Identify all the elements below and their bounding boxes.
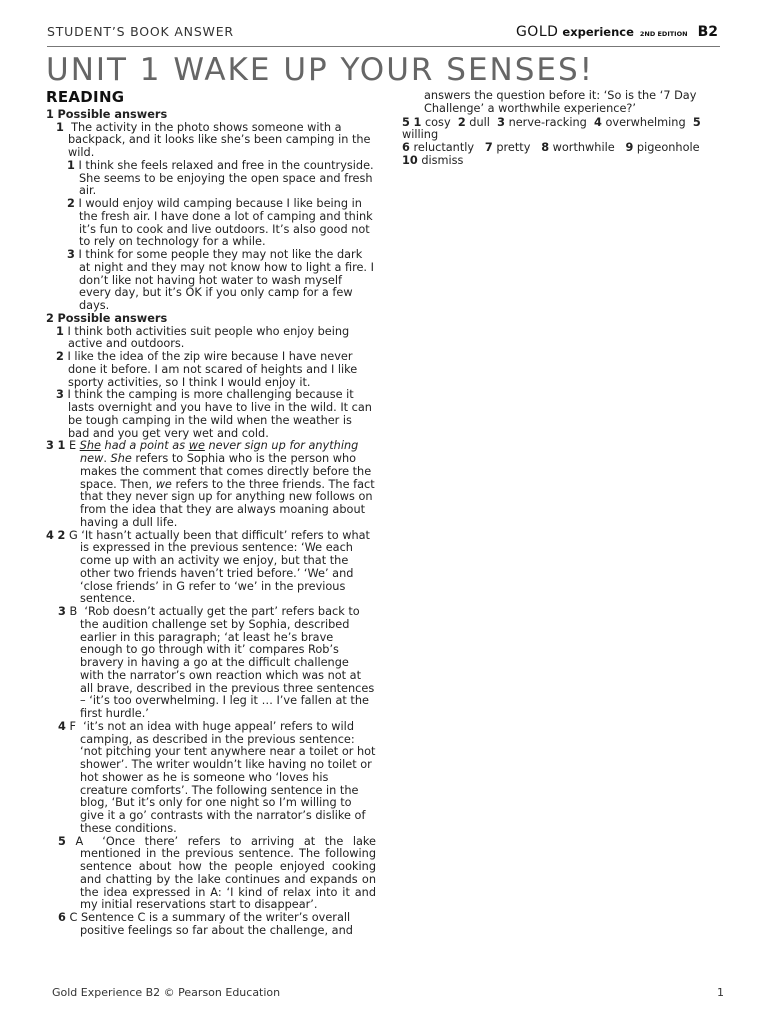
question-4-item: 4 F ‘it’s not an idea with huge appeal’ refers to wild camping, as described in the previous sentence: ‘not pitching your tent anywhere near a toilet or hot shower’. The writer wouldn’t like having no toilet or hot shower as he is someone who ‘loves his creature comforts’. The following sentence in the blog, ‘But it’s only for one night so I’m willing to give it a go’ contrasts with the narrator’s dislike of these conditions.: [58, 719, 376, 835]
brand-logo: [516, 24, 718, 40]
question-4-item: 5 A ‘Once there’ refers to arriving at the lake mentioned in the previous sentence. The following sentence about how the people enjoyed cooking and chatting by the lake continues and expands on the idea expressed in A: ‘I kind of relax into it and my initial reservations start to disappear’.: [58, 834, 376, 912]
question-2-item: 3 I think the camping is more challenging because it lasts overnight and you have to live in the wild. It can be tough camping in the wild when the weather is bad and you get very wet and cold.: [56, 388, 372, 440]
unit-title: UNIT 1 WAKE UP YOUR SENSES!: [46, 52, 595, 88]
question-2-item: 2 I like the idea of the zip wire because I have never done it before. I am not scared of heights and I like sporty activities, so I think I would enjoy it.: [56, 350, 358, 389]
question-3-answer: 3 1 E She had a point as we never sign up for anything new. She refers to Sophia who is the person who makes the comment that comes directly before the space. Then, we refers to the three friends. The fact that they never sign up for anything new follows on from the idea that they are always moaning about having a dull life.: [46, 439, 375, 529]
brand-gold: GOLD: [515, 24, 559, 40]
page-number: 1: [717, 986, 724, 999]
section-heading: READING: [46, 88, 125, 106]
level-label: B2: [697, 24, 718, 40]
continuation-text: answers the question before it: ‘So is the ‘7 Day Challenge’ a worthwhile experience?’: [424, 89, 697, 115]
question-5-answers: 5 1 cosy 2 dull 3 nerve-racking 4 overwhelming 5 willing 6 reluctantly 7 pretty 8 worthwhile 9 pigeonhole 10 dismiss: [402, 115, 701, 167]
header-label: STUDENT’S BOOK ANSWER: [47, 24, 234, 39]
question-1-sub-3: 3 I think for some people they may not like the dark at night and they may not know how to light a fire. I don’t like not having hot water to wash myself every day, but it’s OK if you only camp for a few days.: [67, 248, 374, 312]
question-1-sub-2: 2 I would enjoy wild camping because I like being in the fresh air. I have done a lot of camping and think it’s fun to cook and live outdoors. It’s also good not to rely on technology for a while.: [67, 197, 373, 249]
brand-edition: 2ND EDITION: [639, 30, 688, 38]
question-4-item: 6 C Sentence C is a summary of the writer’s overall positive feelings so far about the challenge, and: [58, 911, 353, 937]
question-4-item: 4 2 G ‘It hasn’t actually been that difficult’ refers to what is expressed in the previous sentence: ‘We each come up with an activity we enjoy, but that the other two friends haven’t tried before.’ ‘We’ and ‘close friends’ in G refer to ‘we’ in the previous sentence.: [46, 528, 370, 606]
question-2-item: 1 I think both activities suit people who enjoy being active and outdoors.: [56, 324, 350, 351]
right-column: [390, 90, 720, 168]
brand-experience: experience: [562, 25, 634, 39]
question-1-heading: 1 Possible answers: [46, 107, 168, 121]
question-4-item: 3 B ‘Rob doesn’t actually get the part’ refers back to the audition challenge set by Sophia, described earlier in this paragraph; ‘at least he’s brave enough to go through with it’ compares Rob’s bravery in having a go at the difficult challenge with the narrator’s own reaction which was not at all brave, described in the previous three sentences – ‘it’s too overwhelming. I leg it … I’ve fallen at the first hurdle.’: [58, 605, 375, 720]
footer-copyright: Gold Experience B2 © Pearson Education: [52, 986, 281, 999]
header-divider: [47, 46, 720, 47]
left-column: [46, 88, 376, 938]
question-2-heading: 2 Possible answers: [46, 311, 168, 325]
question-1-answer: 1 The activity in the photo shows someone with a backpack, and it looks like she’s been camping in the wild.: [56, 120, 371, 159]
question-1-sub-1: 1 I think she feels relaxed and free in the countryside. She seems to be enjoying the open space and fresh air.: [67, 158, 374, 198]
